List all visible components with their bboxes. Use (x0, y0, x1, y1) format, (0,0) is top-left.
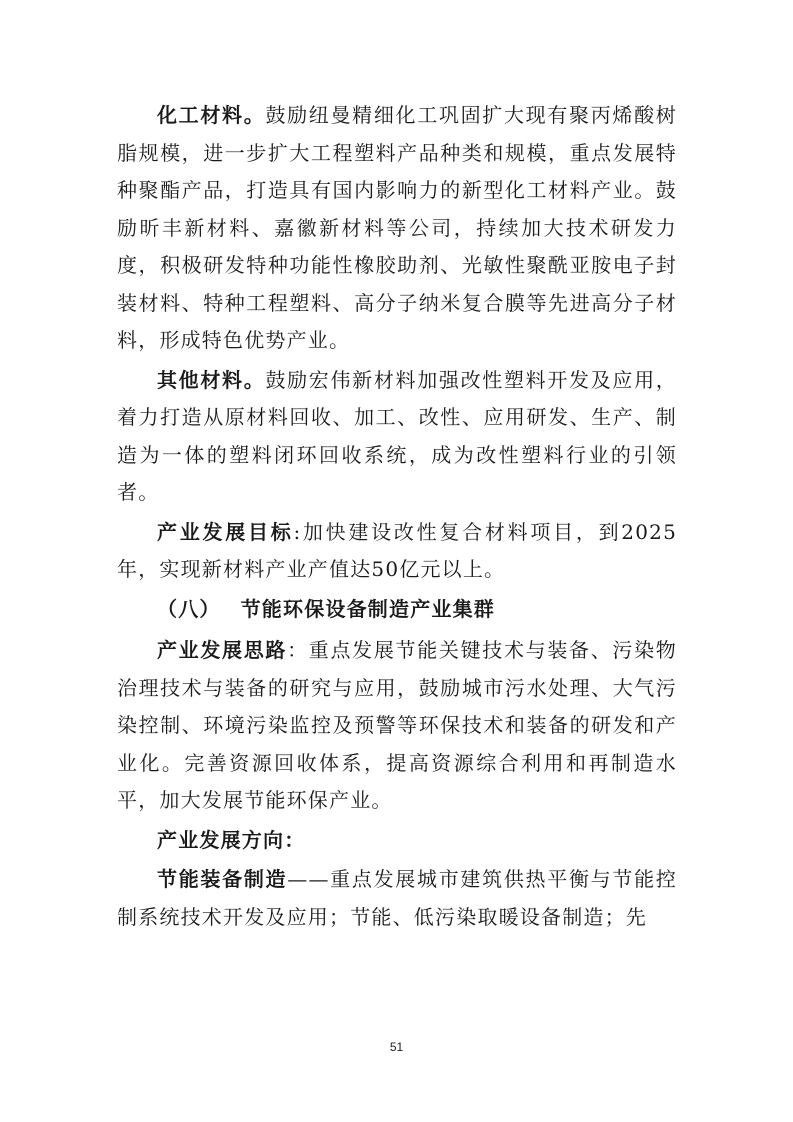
document-page (117, 97, 677, 938)
paragraph-lead: 其他材料。 (157, 367, 266, 392)
section-number: （八） (157, 596, 221, 621)
section-title: 节能环保设备制造产业集群 (240, 596, 496, 621)
paragraph-text: :加快建设改性复合材料项目，到2025年，实现新材料产业产值达50亿元以上。 (117, 519, 678, 581)
paragraph-text: ——重点发展城市建筑供热平衡与节能控制系统技术开发及应用；节能、低污染取暖设备制造；先 (117, 867, 678, 929)
paragraph-lead: 化工材料。 (157, 103, 266, 127)
section-heading (117, 591, 677, 629)
paragraph-development-goal (117, 514, 677, 589)
page-number: 51 (389, 1040, 404, 1054)
paragraph-lead: 节能装备制造 (157, 867, 288, 891)
paragraph-development-approach (117, 632, 677, 820)
paragraph-other-materials (117, 362, 677, 512)
paragraph-text: 鼓励宏伟新材料加强改性塑料开发及应用，着力打造从原材料回收、加工、改性、应用研发、生产、制造为一体的塑料闭环回收系统，成为改性塑料行业的引领者。 (117, 367, 677, 504)
paragraph-chemical-materials (117, 97, 677, 360)
paragraph-development-direction (117, 822, 677, 860)
paragraph-lead: 产业发展方向： (157, 827, 306, 852)
paragraph-text: 鼓励纽曼精细化工巩固扩大现有聚丙烯酸树脂规模，进一步扩大工程塑料产品种类和规模，重点发展特种聚酯产品，打造具有国内影响力的新型化工材料产业。鼓励昕丰新材料、嘉徽新材料等公司，持续加大技术研发力度，积极研发特种功能性橡胶助剂、光敏性聚酰亚胺电子封装材料、特种工程塑料、高分子纳米复合膜等先进高分子材料，形成特色优势产业。 (117, 103, 677, 352)
paragraph-text: ：重点发展节能关键技术与装备、污染物治理技术与装备的研究与应用，鼓励城市污水处理、大气污染控制、环境污染监控及预警等环保技术和装备的研发和产业化。完善资源回收体系，提高资源综合利用和再制造水平，加大发展节能环保产业。 (117, 638, 677, 812)
paragraph-energy-saving-equipment (117, 861, 677, 936)
paragraph-lead: 产业发展思路 (157, 638, 288, 662)
paragraph-lead: 产业发展目标 (157, 519, 294, 544)
